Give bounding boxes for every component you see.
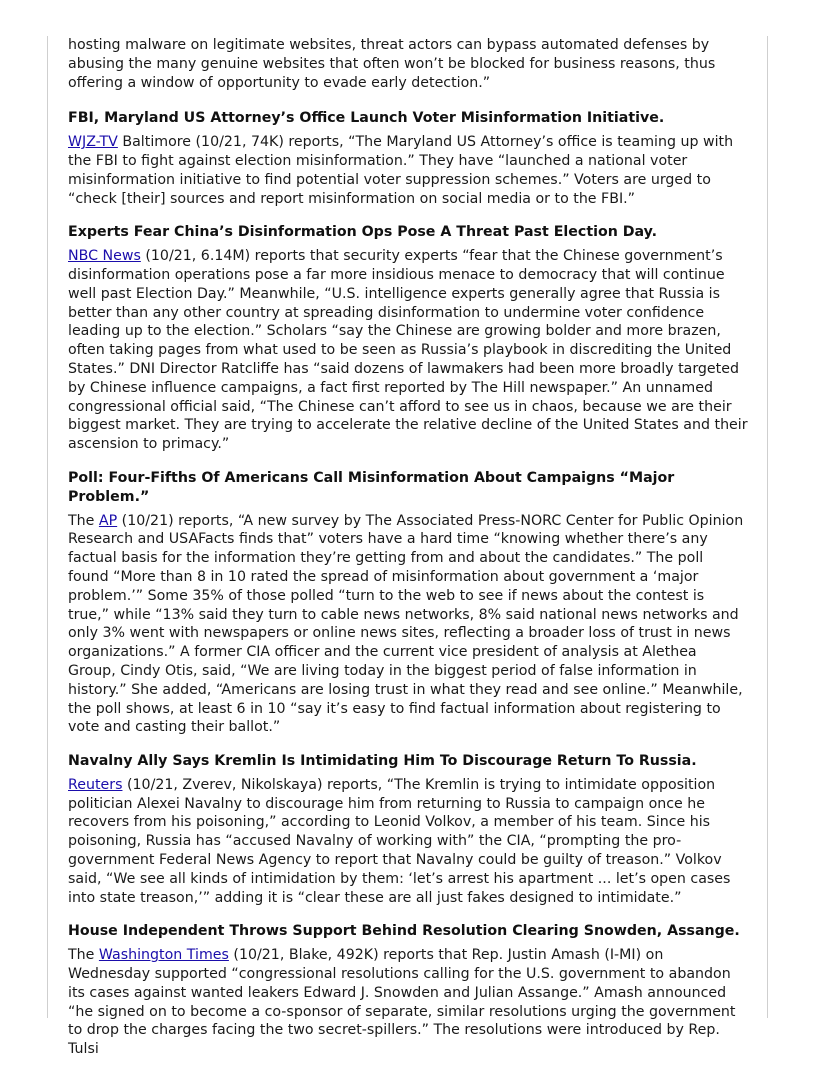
article-body — [68, 247, 748, 454]
article-body — [68, 512, 748, 738]
article — [68, 223, 748, 454]
right-margin-rule — [767, 36, 768, 1018]
article-headline: Poll: Four-Fifths Of Americans Call Misinformation About Campaigns “Major Problem.” — [68, 469, 675, 505]
article-headline: House Independent Throws Support Behind Resolution Clearing Snowden, Assange. — [68, 923, 740, 940]
source-link-washington-times[interactable]: Washington Times — [98, 947, 229, 964]
source-link-ap[interactable]: AP — [98, 512, 118, 529]
article-body — [68, 133, 748, 208]
newsletter-page — [68, 36, 748, 1074]
intro-continuation: hosting malware on legitimate websites, threat actors can bypass automated defenses by abusing the many genuine websites that often won’t be blocked for business reasons, thus offering a window of opportunity to evade early detection.” — [68, 37, 716, 91]
article-headline: Navalny Ally Says Kremlin Is Intimidating Him To Discourage Return To Russia. — [68, 753, 697, 770]
article — [68, 109, 748, 208]
article — [68, 922, 748, 1059]
article-headline: Experts Fear China’s Disinformation Ops Pose A Threat Past Election Day. — [68, 224, 657, 241]
article-text: (10/21, Blake, 492K) reports that Rep. Justin Amash (I-MI) on Wednesday supported “congressional resolutions calling for the U.S. government to abandon its cases against wanted leakers Edward J. Snowden and Julian Assange.” Amash announced “he signed on to become a co-sponsor of separate, similar resolutions urging the government to drop the charges facing the two secret-spillers.” The resolutions were introduced by Rep. Tulsi — [68, 947, 736, 1058]
source-link-wjz-tv[interactable]: WJZ-TV — [68, 134, 118, 151]
article-headline: FBI, Maryland US Attorney’s Office Launch Voter Misinformation Initiative. — [68, 110, 665, 127]
article-text: (10/21, Zverev, Nikolskaya) reports, “The Kremlin is trying to intimidate opposition politician Alexei Navalny to discourage him from returning to Russia to campaign once he recovers from his poisoning,” according to Leonid Volkov, a member of his team. Since his poisoning, Russia has “accused Navalny of working with” the CIA, “prompting the pro-government Federal News Agency to report that Navalny could be guilty of treason.” Volkov said, “We see all kinds of intimidation by them: ‘let’s arrest his apartment ... let’s open cases into state treason,’” adding it is “clear these are all just fakes designed to intimidate.” — [68, 776, 731, 906]
article-text: (10/21, 6.14M) reports that security experts “fear that the Chinese government’s disinformation operations pose a far more insidious menace to democracy that will continue well past Election Day.” Meanwhile, “U.S. intelligence experts generally agree that Russia is better than any other country at spreading disinformation to undermine voter confidence leading up to the election.” Scholars “say the Chinese are growing bolder and more brazen, often taking pages from what used to be seen as Russia’s playbook in discrediting the United States.” DNI Director Ratcliffe has “said dozens of lawmakers had been more broadly targeted by Chinese influence campaigns, a fact first reported by The Hill newspaper.” An unnamed congressional official said, “The Chinese can’t afford to see us in chaos, because we are their biggest market. They are trying to accelerate the relative decline of the United States and their ascension to primacy.” — [68, 248, 748, 453]
article-text: Baltimore (10/21, 74K) reports, “The Maryland US Attorney’s office is teaming up with the FBI to fight against election misinformation.” They have “launched a national voter misinformation initiative to find potential voter suppression schemes.” Voters are urged to “check [their] sources and report misinformation on social media or to the FBI.” — [68, 134, 734, 207]
article-body — [68, 946, 748, 1059]
article-lead: The — [68, 512, 99, 529]
source-link-reuters[interactable]: Reuters — [68, 776, 123, 793]
article — [68, 752, 748, 907]
left-margin-rule — [47, 36, 48, 1018]
article-body — [68, 776, 748, 908]
article — [68, 469, 748, 737]
article-lead: The — [68, 947, 99, 964]
article-text: (10/21) reports, “A new survey by The Associated Press-NORC Center for Public Opinion Research and USAFacts finds that” voters have a hard time “knowing whether there’s any factual basis for the information they’re getting from and about the candidates.” The poll found “More than 8 in 10 rated the spread of misinformation about government a ‘major problem.’” Some 35% of those polled “turn to the web to see if news about the contest is true,” while “13% said they turn to cable news networks, 8% said national news networks and only 3% went with newspapers or online news sites, reflecting a broader loss of trust in news organizations.” A former CIA officer and the current vice president of analysis at Alethea Group, Cindy Otis, said, “We are living today in the biggest period of false information in history.” She added, “Americans are losing trust in what they read and see online.” Meanwhile, the poll shows, at least 6 in 10 “say it’s easy to find factual information about registering to vote and casting their ballot.” — [68, 512, 744, 736]
source-link-nbc-news[interactable]: NBC News — [68, 248, 141, 265]
